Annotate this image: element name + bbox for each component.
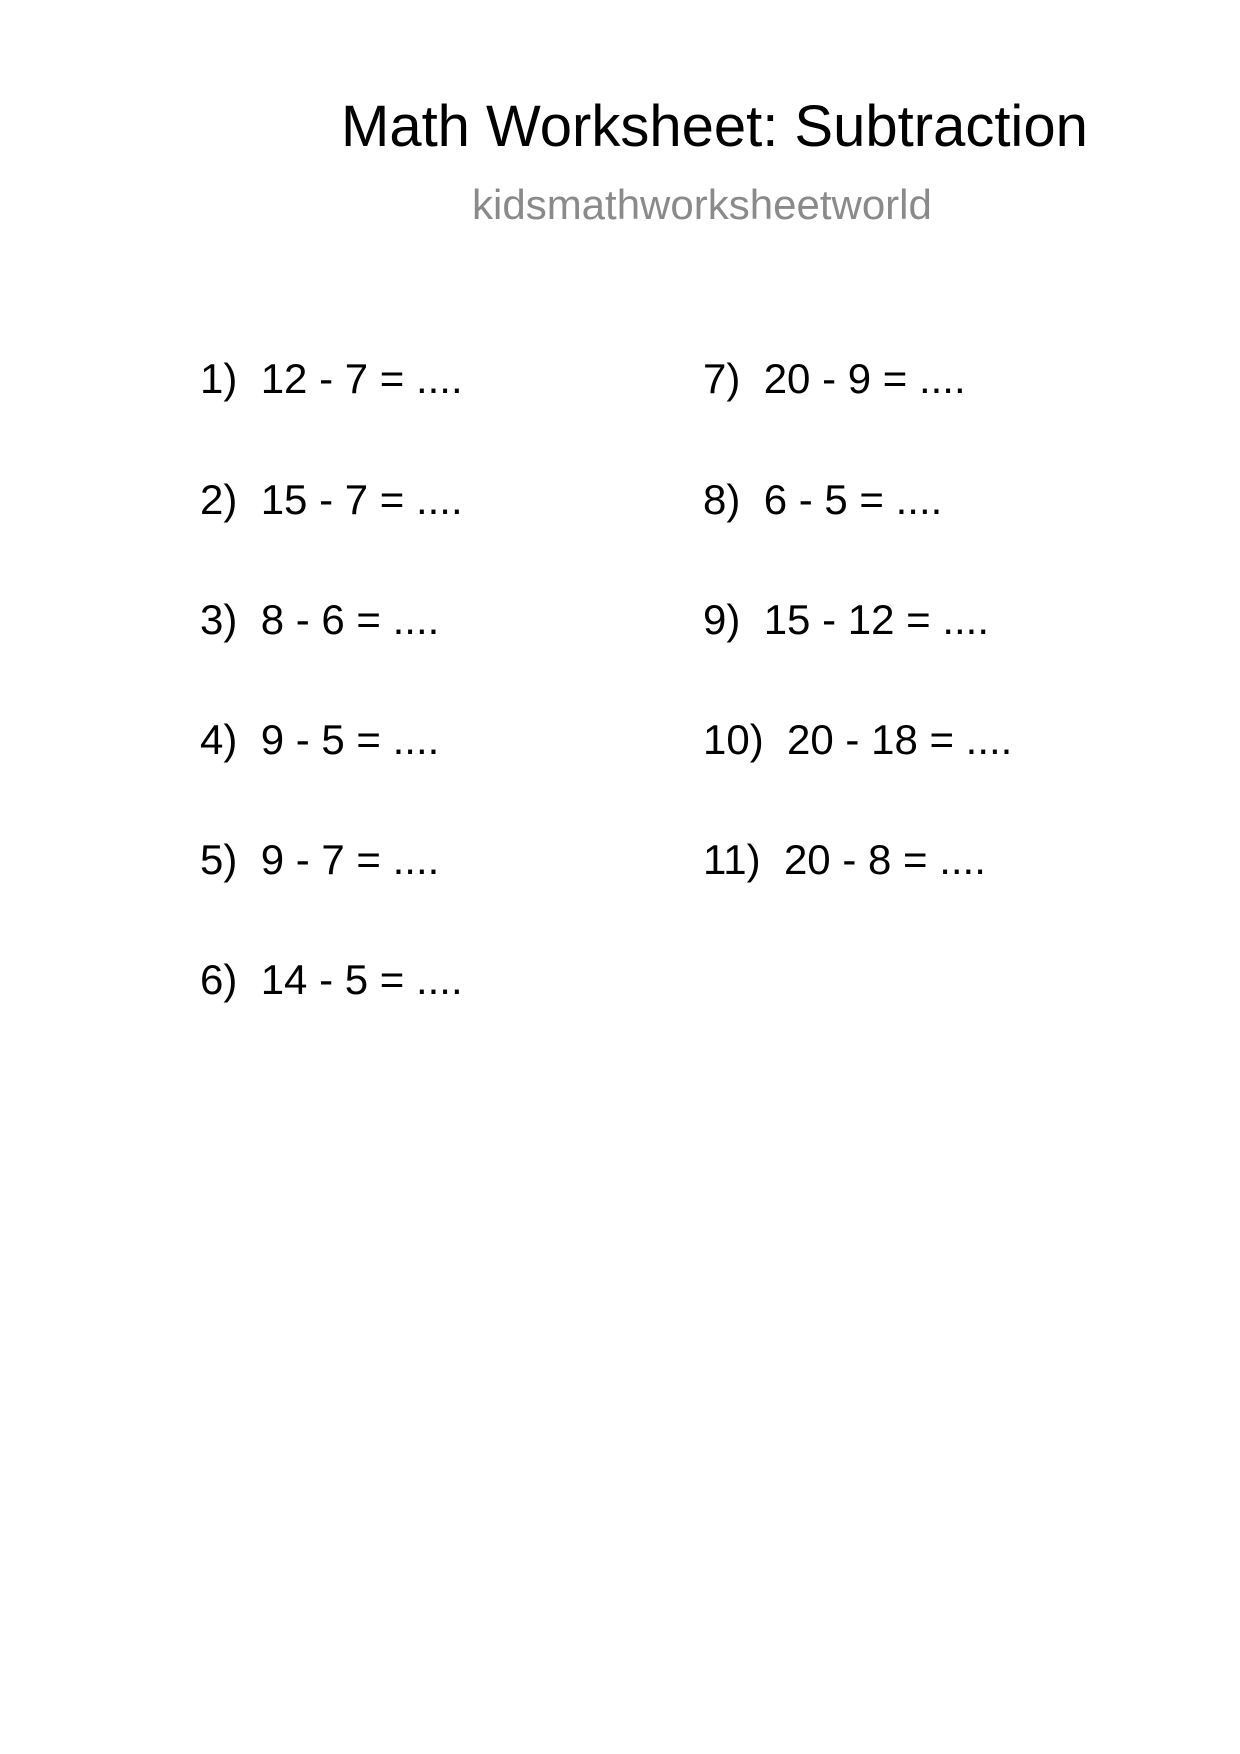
problem-expression: 15 - 12 = .... <box>763 596 990 643</box>
problem-number: 6) <box>200 956 238 1003</box>
problem-expression: 6 - 5 = .... <box>763 476 943 523</box>
problem-expression: 20 - 18 = .... <box>787 716 1013 763</box>
problem-expression: 9 - 7 = .... <box>260 836 440 883</box>
problem-number: 10) <box>703 716 764 763</box>
problem-item <box>200 596 440 643</box>
problem-number: 8) <box>703 476 741 523</box>
problem-item <box>200 355 463 402</box>
problem-expression: 9 - 5 = .... <box>260 716 440 763</box>
problem-number: 5) <box>200 836 238 883</box>
problem-item <box>200 956 463 1003</box>
problem-number: 4) <box>200 716 238 763</box>
problem-expression: 20 - 9 = .... <box>763 355 966 402</box>
problem-item <box>703 836 986 883</box>
problem-item <box>703 355 966 402</box>
problem-number: 1) <box>200 355 238 402</box>
problem-item <box>200 836 440 883</box>
problem-expression: 14 - 5 = .... <box>260 956 463 1003</box>
problem-number: 11) <box>703 836 761 883</box>
worksheet-title: Math Worksheet: Subtraction <box>341 94 1088 159</box>
problem-expression: 12 - 7 = .... <box>260 355 463 402</box>
problem-item <box>703 596 990 643</box>
problem-number: 7) <box>703 355 741 402</box>
problem-expression: 8 - 6 = .... <box>260 596 440 643</box>
problem-item <box>200 716 440 763</box>
problem-number: 2) <box>200 476 238 523</box>
problem-number: 9) <box>703 596 741 643</box>
problem-item <box>703 716 1013 763</box>
problem-number: 3) <box>200 596 238 643</box>
worksheet-source: kidsmathworksheetworld <box>472 181 932 228</box>
problem-expression: 15 - 7 = .... <box>260 476 463 523</box>
problem-item <box>200 476 463 523</box>
problem-expression: 20 - 8 = .... <box>783 836 986 883</box>
problem-item <box>703 476 943 523</box>
